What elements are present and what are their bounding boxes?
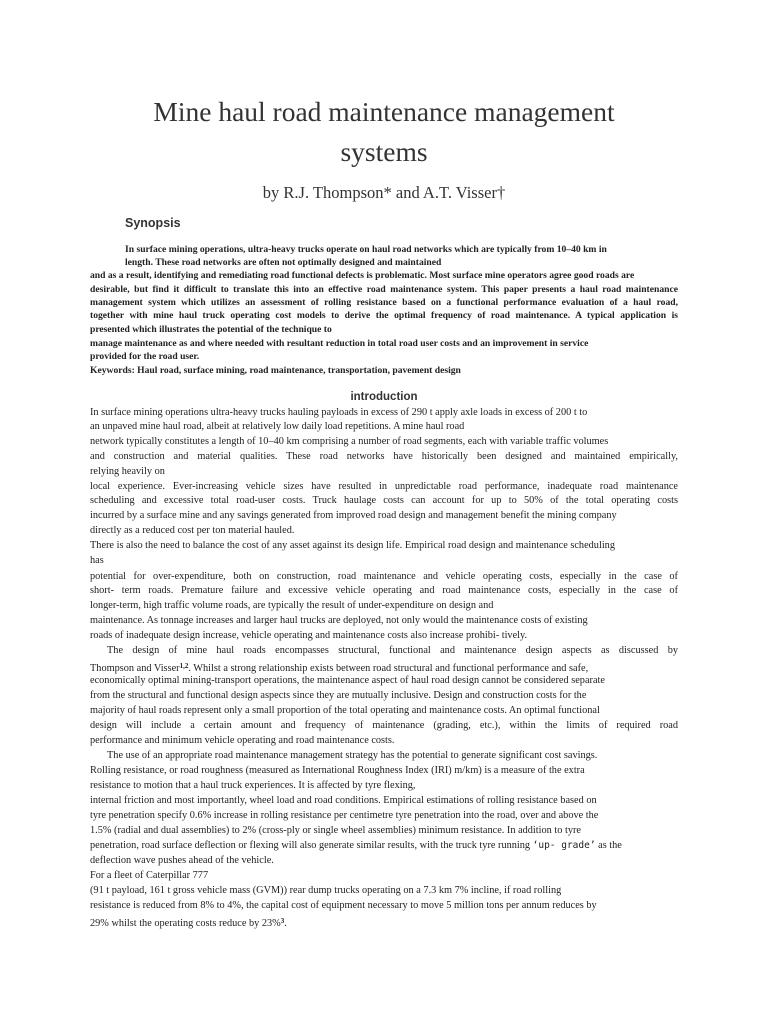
body-line: In surface mining operations ultra-heavy trucks hauling payloads in excess of 290 t apply axle loads in excess of 200 t to (90, 407, 588, 418)
synopsis-line: and as a result, identifying and remediating road functional defects is problematic. Most surface mine operators agree good roads are (90, 270, 635, 281)
synopsis-line: presented which illustrates the potential of the technique to (90, 324, 332, 335)
keywords: Keywords: Haul road, surface mining, road maintenance, transportation, pavement design (90, 365, 461, 376)
emphasis-text: ‘up- grade’ (532, 840, 596, 851)
body-line: directly as a reduced cost per ton material hauled. (90, 525, 295, 536)
synopsis-line: management system which utilizes an assessment of rolling resistance based on a functional performance evaluation of a haul road, (90, 297, 678, 308)
reference-marker: 3 (280, 917, 285, 925)
synopsis-line: In surface mining operations, ultra-heavy trucks operate on haul road networks which are typically from 10–40 km in (125, 244, 607, 255)
body-line: longer-term, high traffic volume roads, are typically the result of under-expenditure on design and (90, 600, 494, 611)
body-line: For a fleet of Caterpillar 777 (90, 870, 209, 881)
body-line: short- term roads. Premature failure and excessive vehicle operating and road maintenance costs, especially in the case of (90, 585, 678, 596)
authors: by R.J. Thompson* and A.T. Visser† (262, 183, 506, 202)
body-line: resistance to motion that a haul truck experiences. It is affected by tyre flexing, (90, 780, 416, 791)
body-line: (91 t payload, 161 t gross vehicle mass (GVM)) rear dump trucks operating on a 7.3 km 7% incline, if road rolling (90, 885, 562, 896)
body-line (90, 660, 588, 675)
body-line: relying heavily on (90, 466, 165, 477)
synopsis-line: provided for the road user. (90, 351, 200, 362)
body-line: incurred by a surface mine and any savings generated from improved road design and management benefit the mining company (90, 510, 617, 521)
body-line: performance and minimum vehicle operating and road maintenance costs. (90, 735, 395, 746)
body-line: roads of inadequate design increase, vehicle operating and maintenance costs also increase prohibi- tively. (90, 630, 528, 641)
reference-marker: 1,2 (179, 662, 189, 670)
body-line: There is also the need to balance the cost of any asset against its design life. Empirical road design and maintenance scheduling (90, 540, 615, 551)
body-line: and construction and material qualities. These road networks have historically been designed and maintained empirically, (90, 451, 678, 462)
body-line: The design of mine haul roads encompasses structural, functional and maintenance design aspects as discussed by (107, 645, 678, 656)
body-line (90, 915, 287, 930)
body-line: Rolling resistance, or road roughness (measured as International Roughness Index (IRI) m/km) is a measure of the extra (90, 765, 585, 776)
body-line: internal friction and most importantly, wheel load and road conditions. Empirical estimations of rolling resistance based on (90, 795, 597, 806)
synopsis-line: length. These road networks are often not optimally designed and maintained (125, 257, 442, 268)
introduction-heading: introduction (350, 391, 418, 403)
body-line: potential for over-expenditure, both on construction, road maintenance and vehicle operating costs, especially in the case of (90, 571, 678, 582)
body-line: resistance is reduced from 8% to 4%, the capital cost of equipment necessary to move 5 million tons per annum reduces by (90, 900, 597, 911)
body-line: deflection wave pushes ahead of the vehicle. (90, 855, 274, 866)
synopsis-line: desirable, but find it difficult to translate this into an effective road maintenance system. This paper presents a haul road maintenance (90, 284, 678, 295)
paper-title-line-2: systems (340, 136, 428, 167)
body-text: . (284, 918, 287, 929)
body-line (90, 840, 622, 852)
body-text: Thompson and Visser (90, 663, 180, 674)
body-line: design will include a certain amount and frequency of maintenance (grading, etc.), within the limits of required road (90, 720, 678, 731)
paper-title-line-1: Mine haul road maintenance management (153, 96, 615, 127)
body-line: from the structural and functional design aspects since they are mutually inclusive. Design and construction costs for the (90, 690, 587, 701)
body-line: local experience. Ever-increasing vehicle sizes have resulted in unpredictable road performance, inadequate road maintenance (90, 481, 678, 492)
body-text: . Whilst a strong relationship exists between road structural and functional performance and safe, (188, 663, 589, 674)
body-text: as the (595, 840, 622, 851)
body-line: scheduling and excessive total road-user costs. Truck haulage costs can account for up to 50% of the total operating costs (90, 495, 678, 506)
body-line: an unpaved mine haul road, albeit at relatively low daily load repetitions. A mine haul road (90, 421, 465, 432)
synopsis-line: together with mine haul truck operating cost models to derive the optimal frequency of road maintenance. A typical application is (90, 310, 678, 321)
body-line: economically optimal mining-transport operations, the maintenance aspect of haul road design cannot be considered separate (90, 675, 605, 686)
body-line: tyre penetration specify 0.6% increase in rolling resistance per centimetre tyre penetration into the road, over and above the (90, 810, 599, 821)
synopsis-heading: Synopsis (125, 216, 181, 230)
body-text: penetration, road surface deflection or flexing will also generate similar results, with the truck tyre running (90, 840, 531, 851)
synopsis-line: manage maintenance as and where needed with resultant reduction in total road user costs and an improvement in service (90, 338, 589, 349)
body-line: has (90, 555, 104, 566)
body-line: 1.5% (radial and dual assemblies) to 2% (cross-ply or single wheel assemblies) minimum resistance. In addition to tyre (90, 825, 581, 836)
body-line: The use of an appropriate road maintenance management strategy has the potential to generate significant cost savings. (107, 750, 598, 761)
body-line: majority of haul roads represent only a small proportion of the total operating and maintenance costs. An optimal functional (90, 705, 600, 716)
body-line: maintenance. As tonnage increases and larger haul trucks are deployed, not only would the maintenance costs of existing (90, 615, 588, 626)
body-text: 29% whilst the operating costs reduce by 23% (90, 918, 281, 929)
body-line: network typically constitutes a length of 10–40 km comprising a number of road segments, each with variable traffic volumes (90, 436, 609, 447)
